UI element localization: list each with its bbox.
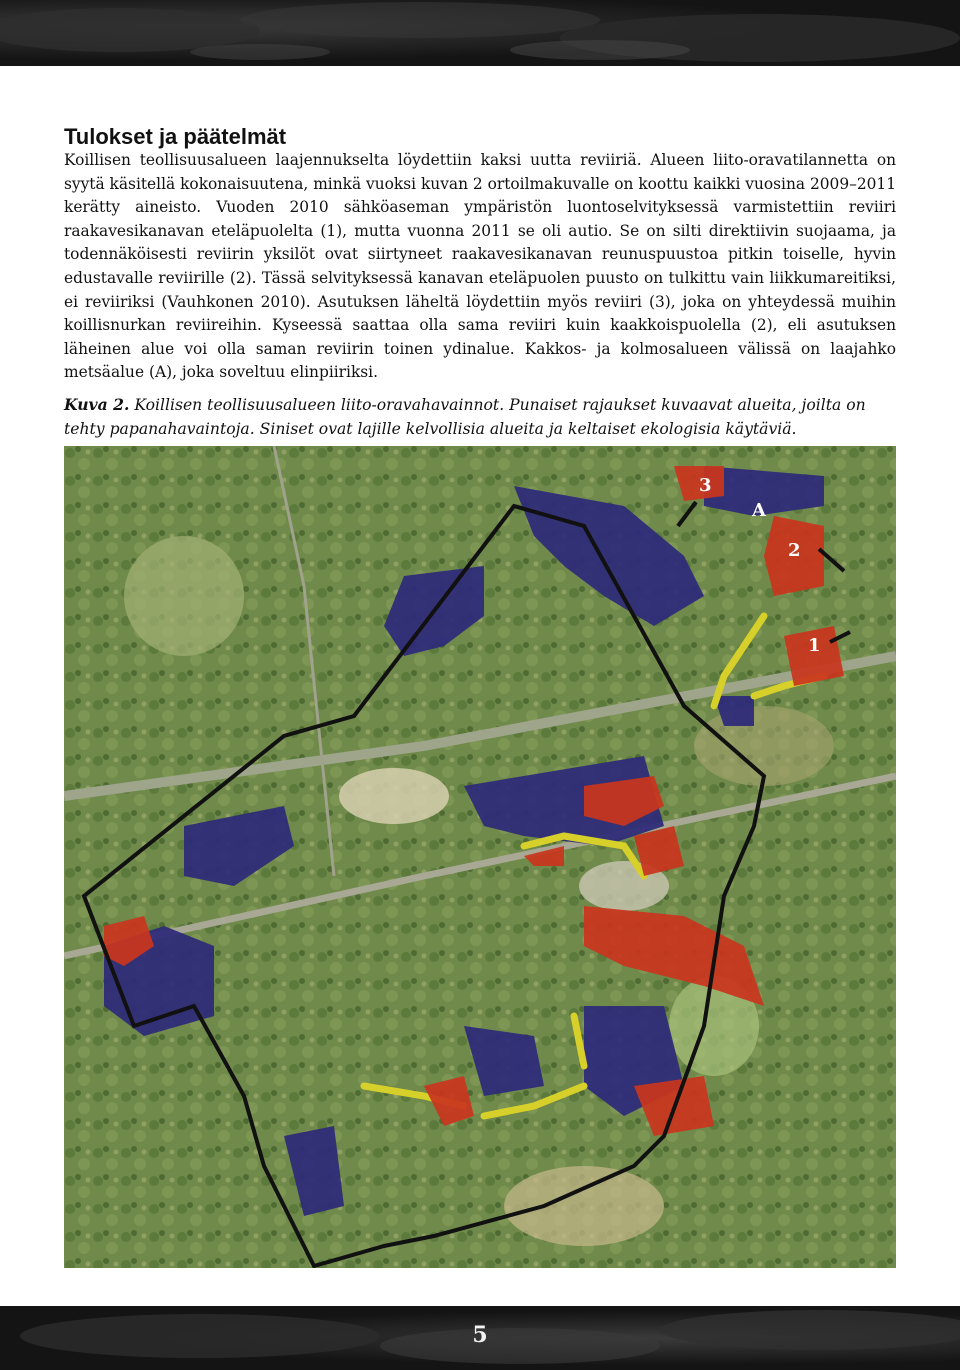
label-area-a: A — [752, 500, 766, 521]
body-paragraph: Koillisen teollisuusalueen laajennukselta löydettiin kaksi uutta reviiriä. Alueen liito-oravatilannetta on syytä käsitellä kokonaisuutena, minkä vuoksi kuvan 2 ortoilmakuvalle on koottu kaikki vuosina 2009–2011 kerätty aineisto. Vuoden 2010 sähköaseman ympäristön luontoselvityksessä varmistettiin reviiri raakavesikanavan eteläpuolelta (1), mutta vuonna 2011 se oli autio. Se on silti direktiivin suojaama, ja todennäköisesti reviirin yksilöt ovat siirtyneet raakavesikanavan reunuspuustoa pitkin toiselle, hyvin edustavalle reviirille (2). Tässä selvityksessä kanavan eteläpuolen puusto on tulkittu vain liikkumareitiksi, ei reviiriksi (Vauhkonen 2010). Asutuksen läheltä löydettiin myös reviiri (3), joka on yhteydessä muihin koillisnurkan reviireihin. Kyseessä saattaa olla sama reviiri kuin kaakkoispuolella (2), eli asutuksen läheinen alue voi olla saman reviirin toinen ydinalue. Kakkos- ja kolmosalueen välissä on laajahko metsäalue (A), joka soveltuu elinpiiriksi. — [64, 151, 896, 382]
aerial-map — [64, 446, 896, 1268]
figure-caption — [64, 393, 896, 441]
page-number: 5 — [472, 1322, 488, 1348]
caption-label: Kuva 2. — [64, 395, 130, 414]
label-territory-3: 3 — [699, 475, 712, 496]
caption-text: Koillisen teollisuusalueen liito-oravahavainnot. Punaiset rajaukset kuvaavat alueita, joilta on tehty papanahavaintoja. Siniset ovat lajille kelvollisia alueita ja keltaiset ekologisia käytäviä. — [64, 396, 866, 438]
top-decorative-band — [0, 0, 960, 66]
clearing — [339, 768, 449, 824]
field — [504, 1166, 664, 1246]
label-territory-2: 2 — [788, 540, 801, 561]
label-territory-1: 1 — [808, 635, 821, 656]
section-heading: Tulokset ja päätelmät — [64, 124, 287, 149]
field — [124, 536, 244, 656]
rock-texture-top — [0, 0, 960, 66]
